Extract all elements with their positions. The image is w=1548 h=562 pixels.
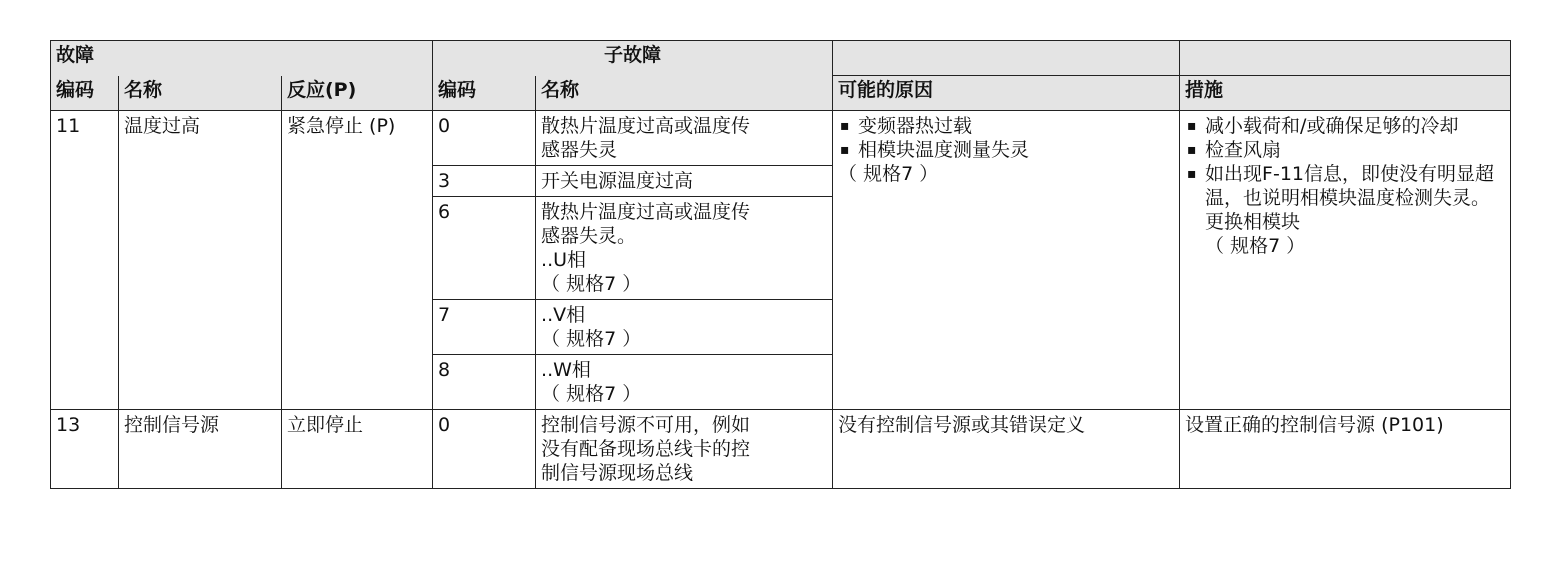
col-cause-header: 可能的原因	[833, 76, 1180, 111]
subfault-code: 8	[433, 355, 536, 410]
cause-item: ▪ 变频器热过载	[838, 114, 1174, 138]
fault-code: 11	[51, 111, 119, 410]
subfault-name	[536, 410, 833, 489]
measure: 设置正确的控制信号源 (P101)	[1180, 410, 1511, 489]
possible-cause: 没有控制信号源或其错误定义	[833, 410, 1180, 489]
fault-reaction: 紧急停止 (P)	[282, 111, 433, 410]
fault-group-header	[51, 41, 433, 76]
subfault-name-line: 散热片温度过高或温度传	[541, 201, 751, 223]
col-reaction-header: 反应(P)	[282, 76, 433, 111]
subfault-name-line: 控制信号源不可用，例如	[541, 414, 751, 436]
col-sub-name-header: 名称	[536, 76, 833, 111]
header-row-1	[51, 41, 1511, 76]
col-measure-header: 措施	[1180, 76, 1511, 111]
measures	[1180, 111, 1511, 410]
subfault-name-line: 感器失灵	[541, 139, 618, 161]
measure-header-top	[1180, 41, 1511, 76]
subfault-code: 0	[433, 111, 536, 166]
subfault-name-line: 制信号源现场总线	[541, 462, 694, 484]
measure-item: ▪ 如出现F-11信息，即使没有明显超温，也说明相模块温度检测失灵。	[1185, 162, 1505, 210]
table-row	[51, 410, 1511, 489]
fault-name: 温度过高	[119, 111, 282, 410]
subfault-name-line: 感器失灵。	[541, 225, 637, 247]
measure-extra-line: 更换相模块	[1205, 211, 1301, 233]
subfault-name-line: 开关电源温度过高	[541, 170, 694, 192]
subfault-name	[536, 300, 833, 355]
subfault-name-line: ..U相	[541, 249, 587, 271]
col-name-header: 名称	[119, 76, 282, 111]
cause-header-top	[833, 41, 1180, 76]
subfault-name	[536, 197, 833, 300]
fault-group-label: 故障	[56, 44, 95, 66]
measure-item: ▪ 减小载荷和/或确保足够的冷却	[1185, 114, 1505, 138]
subfault-name-line: 没有配备现场总线卡的控	[541, 438, 751, 460]
subfault-name-line: ..V相	[541, 304, 586, 326]
subfault-name	[536, 166, 833, 197]
header-row-2	[51, 76, 1511, 111]
table-row	[51, 111, 1511, 166]
subfault-name-line: （ 规格7 ）	[541, 328, 642, 350]
cause-item: ▪ 相模块温度测量失灵	[838, 138, 1174, 162]
fault-table	[50, 40, 1511, 489]
measure-item: ▪ 检查风扇	[1185, 138, 1505, 162]
fault-name: 控制信号源	[119, 410, 282, 489]
col-code-header: 编码	[51, 76, 119, 111]
subfault-code: 0	[433, 410, 536, 489]
subfault-code: 7	[433, 300, 536, 355]
fault-code: 13	[51, 410, 119, 489]
col-sub-code-header: 编码	[433, 76, 536, 111]
subfault-group-header	[433, 41, 833, 76]
measure-extra-line: （ 规格7 ）	[1205, 235, 1306, 257]
fault-reaction: 立即停止	[282, 410, 433, 489]
cause-note: （ 规格7 ）	[838, 163, 939, 185]
subfault-code: 3	[433, 166, 536, 197]
subfault-name-line: （ 规格7 ）	[541, 273, 642, 295]
subfault-name-line: ..W相	[541, 359, 591, 381]
subfault-name	[536, 111, 833, 166]
subfault-group-label: 子故障	[604, 44, 662, 66]
subfault-name-line: 散热片温度过高或温度传	[541, 115, 751, 137]
possible-causes	[833, 111, 1180, 410]
subfault-name	[536, 355, 833, 410]
subfault-code: 6	[433, 197, 536, 300]
subfault-name-line: （ 规格7 ）	[541, 383, 642, 405]
